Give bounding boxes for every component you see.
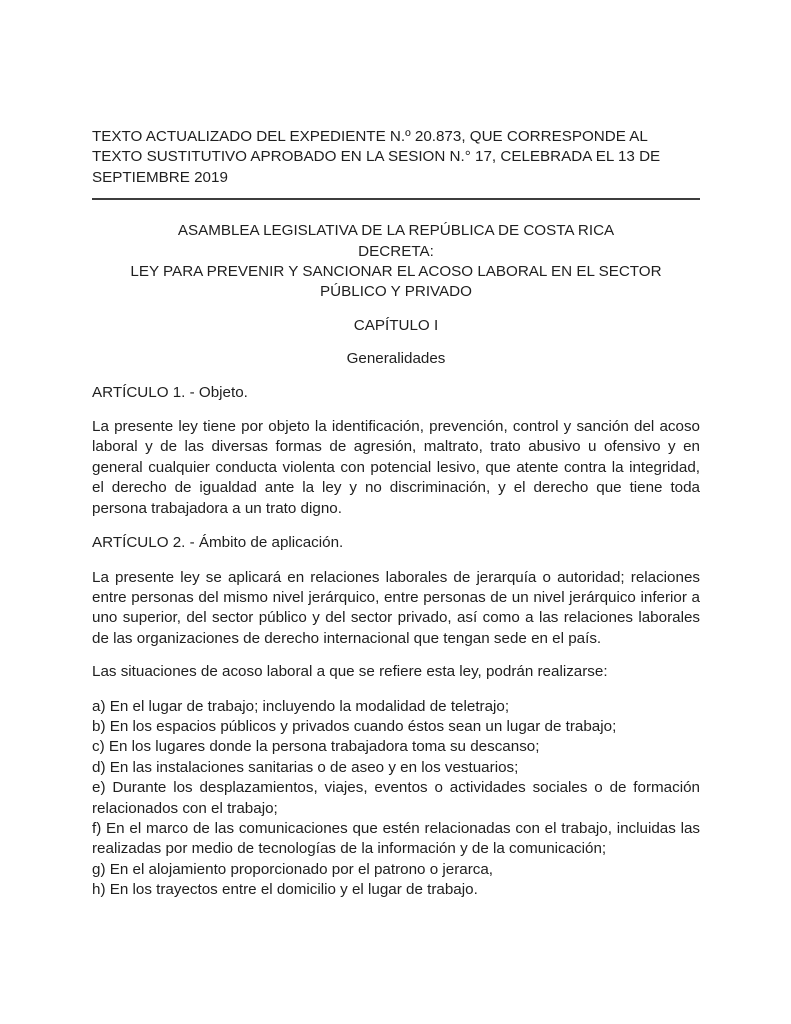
header-note bbox=[92, 127, 700, 188]
article-1-heading: ARTÍCULO 1. - Objeto. bbox=[92, 383, 248, 401]
article-2-body: La presente ley se aplicará en relaciones laborales de jerarquía o autoridad; relaciones entre personas del mismo nivel jerárquico, entre personas de un nivel jerárquico inferior a uno superior, del sector público y del sector privado, así como a las relaciones laborales de las organizaciones de derecho internacional que tengan sede en el país. bbox=[92, 568, 700, 647]
chapter-heading: CAPÍTULO I bbox=[353, 316, 439, 334]
law-title-line-1: LEY PARA PREVENIR Y SANCIONAR EL ACOSO LABORAL EN EL SECTOR bbox=[130, 263, 662, 281]
separator-line bbox=[92, 198, 700, 200]
list-item-e: e) Durante los desplazamientos, viajes, eventos o actividades sociales o de formación relacionados con el trabajo; bbox=[92, 779, 700, 817]
situations-list bbox=[92, 697, 700, 901]
header-note-line-1: TEXTO ACTUALIZADO DEL EXPEDIENTE N.º 20.873, QUE CORRESPONDE AL bbox=[92, 128, 648, 145]
situations-intro: Las situaciones de acoso laboral a que se refiere esta ley, podrán realizarse: bbox=[92, 663, 608, 681]
list-item-a: a) En el lugar de trabajo; incluyendo la modalidad de teletrajo; bbox=[92, 697, 510, 715]
list-item-c: c) En los lugares donde la persona trabajadora toma su descanso; bbox=[92, 738, 540, 756]
decree-label: DECRETA: bbox=[358, 242, 434, 260]
law-title bbox=[92, 262, 700, 303]
list-item-d: d) En las instalaciones sanitarias o de aseo y en los vestuarios; bbox=[92, 758, 519, 776]
header-note-line-3: SEPTIEMBRE 2019 bbox=[92, 168, 228, 186]
institution-title: ASAMBLEA LEGISLATIVA DE LA REPÚBLICA DE COSTA RICA bbox=[177, 222, 615, 240]
list-item-h: h) En los trayectos entre el domicilio y el lugar de trabajo. bbox=[92, 881, 478, 899]
header-note-line-2: TEXTO SUSTITUTIVO APROBADO EN LA SESION N.° 17, CELEBRADA EL 13 DE bbox=[92, 148, 661, 166]
chapter-subtitle: Generalidades bbox=[346, 350, 446, 368]
article-2-heading: ARTÍCULO 2. - Ámbito de aplicación. bbox=[92, 534, 344, 552]
list-item-b: b) En los espacios públicos y privados cuando éstos sean un lugar de trabajo; bbox=[92, 717, 617, 735]
article-1-body: La presente ley tiene por objeto la identificación, prevención, control y sanción del acoso laboral y de las diversas formas de agresión, maltrato, trato abusivo u ofensivo y en general cualquier conducta violenta con potencial lesivo, que atente contra la integridad, el derecho de igualdad ante la ley y no discriminación, y el derecho que tiene toda persona trabajadora a un trato digno. bbox=[92, 418, 700, 517]
document-content bbox=[92, 127, 700, 901]
list-item-g: g) En el alojamiento proporcionado por el patrono o jerarca, bbox=[92, 860, 494, 878]
list-item-f: f) En el marco de las comunicaciones que estén relacionadas con el trabajo, incluidas las realizadas por medio de tecnologías de la información y de la comunicación; bbox=[92, 819, 700, 858]
law-title-line-2: PÚBLICO Y PRIVADO bbox=[320, 283, 472, 301]
